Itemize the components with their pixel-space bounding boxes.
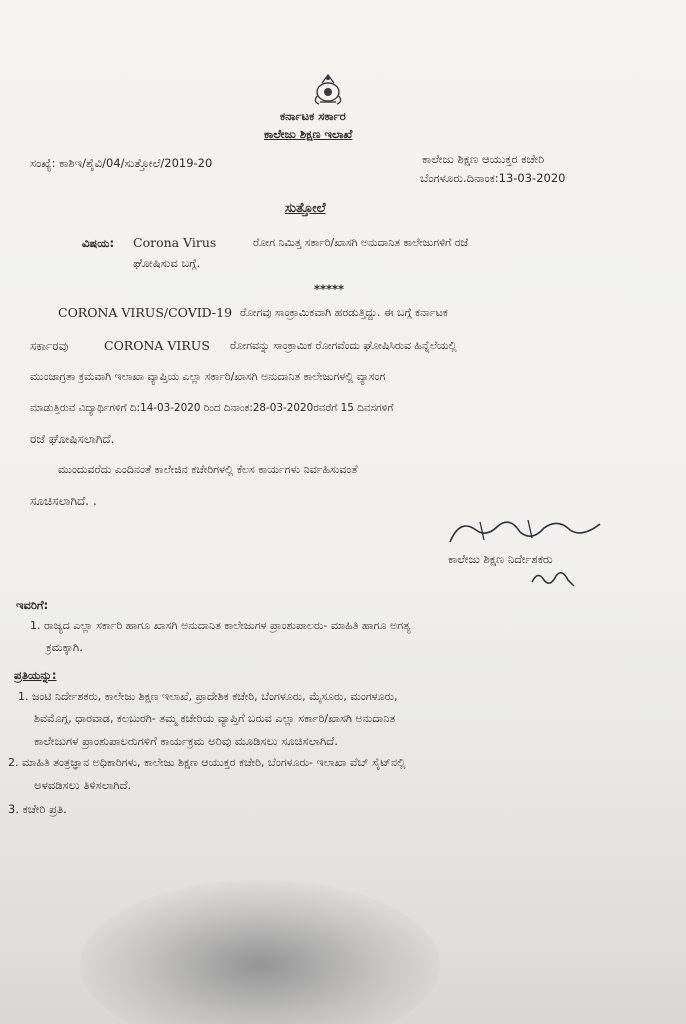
subject-english: Corona Virus bbox=[133, 235, 217, 250]
department-name: ಕಾಲೇಜು ಶಿಕ್ಷಣ ಇಲಾಖೆ bbox=[264, 127, 353, 141]
copies-label: ಪ್ರತಿಯನ್ನು: bbox=[14, 668, 57, 682]
to-label: ಇವರಿಗೆ: bbox=[16, 598, 49, 612]
body-line-4: ಮಾಡುತ್ತಿರುವ ವಿದ್ಯಾರ್ಥಿಗಳಿಗೆ ದಿ:14-03-2020 ರಿಂದ ದಿನಾಂಕ:28-03-2020ರವರೆಗೆ 15 ದಿವಸಗಳಿಗೆ bbox=[30, 402, 394, 414]
subject-line-1: ರೋಗ ನಿಮಿತ್ತ ಸರ್ಕಾರಿ/ಖಾಸಗಿ ಅನುದಾನಿತ ಕಾಲೇಜುಗಳಿಗೆ ರಜೆ bbox=[253, 236, 469, 249]
body-line-1: ರೋಗವು ಸಾಂಕ್ರಾಮಿಕವಾಗಿ ಹರಡುತ್ತಿದ್ದು. ಈ ಬಗ್ಗೆ ಕರ್ನಾಟಕ bbox=[240, 306, 448, 319]
reference-number: ಸಂಖ್ಯೆ: ಕಾಶಿಇ/ಶೈವಿ/04/ಸುತ್ತೋಲೆ/2019-20 bbox=[30, 156, 213, 170]
body-line-6: ಮುಂದುವರೆದು ಎಂದಿನಂತೆ ಕಾಲೇಜಿನ ಕಚೇರಿಗಳಲ್ಲಿ ಕೆಲಸ ಕಾರ್ಯಗಳು ನಿರ್ವಹಿಸುವಂತೆ bbox=[58, 463, 358, 476]
copies-item-3: 3. ಕಚೇರಿ ಪ್ರತಿ. bbox=[8, 802, 67, 816]
initials-mark bbox=[528, 568, 578, 590]
copies-item-2-line-1: 2. ಮಾಹಿತಿ ತಂತ್ರಜ್ಞಾನ ಅಧಿಕಾರಿಗಳು, ಕಾಲೇಜು ಶಿಕ್ಷಣ ಆಯುಕ್ತರ ಕಚೇರಿ, ಬೆಂಗಳೂರು- ಇಲಾಖಾ ವೆಬ್ ಸೈಟ್‌ನಲ್ಲಿ bbox=[8, 756, 406, 769]
body-line-3: ಮುಂಜಾಗ್ರತಾ ಕ್ರಮವಾಗಿ ಇಲಾಖಾ ವ್ಯಾಪ್ತಿಯ ಎಲ್ಲಾ ಸರ್ಕಾರಿ/ಖಾಸಗಿ ಅನುದಾನಿತ ಕಾಲೇಜುಗಳಲ್ಲಿ ವ್ಯಾಸಂಗ bbox=[30, 370, 386, 383]
body-line-2a: ಸರ್ಕಾರವು bbox=[30, 339, 69, 353]
subject-line-2: ಘೋಷಿಸುವ ಬಗ್ಗೆ. bbox=[133, 256, 201, 270]
body-english-1: CORONA VIRUS/COVID-19 bbox=[58, 305, 233, 320]
page-title: ಸುತ್ತೋಲೆ bbox=[285, 201, 326, 216]
subject-label: ವಿಷಯ: bbox=[82, 236, 115, 250]
place-date: ಬೆಂಗಳೂರು.ದಿನಾಂಕ:13-03-2020 bbox=[420, 171, 566, 185]
office-name: ಕಾಲೇಜು ಶಿಕ್ಷಣ ಆಯುಕ್ತರ ಕಚೇರಿ bbox=[422, 152, 545, 166]
copies-item-1-line-1: 1. ಜಂಟಿ ನಿರ್ದೇಶಕರು, ಕಾಲೇಜು ಶಿಕ್ಷಣ ಇಲಾಖೆ, ಪ್ರಾದೇಶಿಕ ಕಚೇರಿ, ಬೆಂಗಳೂರು, ಮೈಸೂರು, ಮಂಗಳೂರು, bbox=[18, 690, 398, 703]
copies-item-1-line-3: ಕಾಲೇಜುಗಳ ಪ್ರಾಂಶುಪಾಲರುಗಳಿಗೆ ಕಾರ್ಯಕ್ರಮ ಅರಿವು ಮೂಡಿಸಲು ಸೂಚಿಸಲಾಗಿದೆ. bbox=[34, 734, 338, 748]
body-line-2b: ರೋಗವನ್ನು ಸಾಂಕ್ರಾಮಿಕ ರೋಗವೆಂದು ಘೋಷಿಸಿರುವ ಹಿನ್ನೆಲೆಯಲ್ಲಿ bbox=[230, 339, 457, 352]
to-item-1-line-1: 1. ರಾಜ್ಯದ ಎಲ್ಲಾ ಸರ್ಕಾರಿ ಹಾಗೂ ಖಾಸಗಿ ಅನುದಾನಿತ ಕಾಲೇಜುಗಳ ಪ್ರಾಂಶುಪಾಲರು- ಮಾಹಿತಿ ಹಾಗೂ ಅಗತ್ಯ bbox=[30, 619, 411, 632]
government-name: ಕರ್ನಾಟಕ ಸರ್ಕಾರ bbox=[280, 109, 346, 123]
body-line-7: ಸೂಚಿಸಲಾಗಿದೆ. . bbox=[30, 494, 97, 508]
body-line-5: ರಜೆ ಘೋಷಿಸಲಾಗಿದೆ. bbox=[30, 432, 115, 446]
signatory: ಕಾಲೇಜು ಶಿಕ್ಷಣ ನಿರ್ದೇಶಕರು bbox=[448, 552, 553, 566]
photo-shadow bbox=[80, 880, 440, 1024]
body-english-2: CORONA VIRUS bbox=[104, 338, 210, 353]
signature-mark bbox=[440, 512, 610, 550]
separator: ***** bbox=[314, 282, 345, 296]
karnataka-emblem-icon bbox=[308, 72, 348, 108]
copies-item-2-line-2: ಅಳವಡಿಸಲು ತಿಳಿಸಲಾಗಿದೆ. bbox=[34, 778, 132, 792]
to-item-1-line-2: ಕ್ರಮಕ್ಕಾಗಿ. bbox=[46, 640, 83, 654]
copies-item-1-line-2: ಶಿವಮೊಗ್ಗ, ಧಾರವಾಡ, ಕಲಬುರಗಿ- ತಮ್ಮ ಕಚೇರಿಯ ವ್ಯಾಪ್ತಿಗೆ ಬರುವ ಎಲ್ಲಾ ಸರ್ಕಾರಿ/ಖಾಸಗಿ ಅನುದಾನಿತ bbox=[34, 712, 396, 725]
